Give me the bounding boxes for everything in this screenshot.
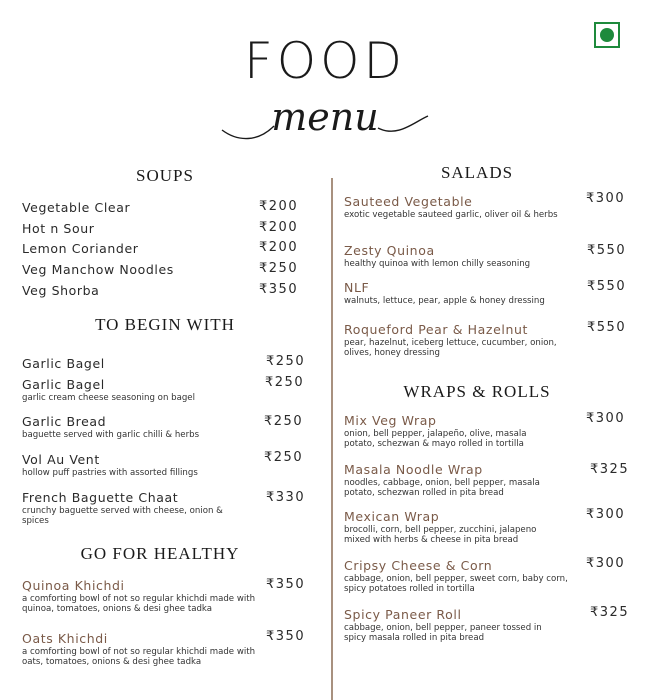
begin-price: ₹250 <box>264 450 304 465</box>
soup-price: ₹350 <box>259 282 299 297</box>
begin-item: French Baguette Chaat crunchy baguette served with cheese, onion & spices <box>22 490 223 527</box>
wrap-item: Mix Veg Wrap onion, bell pepper, jalapeño, olive, masala potato, schezwan & mayo rolled in tortilla <box>344 413 527 450</box>
begin-price: ₹250 <box>265 375 305 390</box>
healthy-price: ₹350 <box>266 577 306 592</box>
begin-item: Garlic Bagel <box>22 356 105 371</box>
soup-price: ₹200 <box>259 240 299 255</box>
healthy-item: Oats Khichdi a comforting bowl of not so regular khichdi made with oats, tomatoes, onions & desi ghee tadka <box>22 631 256 668</box>
section-heading-begin: TO BEGIN WITH <box>95 315 235 334</box>
begin-item: Garlic Bagel garlic cream cheese seasoning on bagel <box>22 377 195 403</box>
salad-price: ₹550 <box>587 279 627 294</box>
soup-price: ₹200 <box>259 220 299 235</box>
healthy-item: Quinoa Khichdi a comforting bowl of not so regular khichdi made with quinoa, tomatoes, onions & desi ghee tadka <box>22 578 256 615</box>
soup-item: Lemon Coriander <box>22 241 139 256</box>
salad-item: NLF walnuts, lettuce, pear, apple & honey dressing <box>344 280 545 306</box>
salad-item: Zesty Quinoa healthy quinoa with lemon chilly seasoning <box>344 243 531 269</box>
menu-title: FOOD <box>244 32 406 90</box>
salad-price: ₹300 <box>586 191 626 206</box>
wrap-item: Masala Noodle Wrap noodles, cabbage, onion, bell pepper, masala potato, schezwan rolled in pita bread <box>344 462 540 499</box>
soup-item: Hot n Sour <box>22 221 95 236</box>
salad-item: Sauteed Vegetable exotic vegetable sauteed garlic, oliver oil & herbs <box>344 194 558 220</box>
wrap-price: ₹325 <box>590 605 630 620</box>
soup-item: Vegetable Clear <box>22 200 131 215</box>
begin-price: ₹330 <box>266 490 306 505</box>
soup-price: ₹250 <box>259 261 299 276</box>
begin-price: ₹250 <box>264 414 304 429</box>
section-heading-soups: SOUPS <box>136 166 194 185</box>
wrap-price: ₹300 <box>586 411 626 426</box>
soup-price: ₹200 <box>259 199 299 214</box>
section-heading-wraps: WRAPS & ROLLS <box>403 382 551 401</box>
wrap-item: Cripsy Cheese & Corn cabbage, onion, bell pepper, sweet corn, baby corn, spicy potatoes rolled in tortilla <box>344 558 568 595</box>
section-heading-salads: SALADS <box>440 163 514 182</box>
wrap-item: Spicy Paneer Roll cabbage, onion, bell pepper, paneer tossed in spicy masala rolled in pita bread <box>344 607 542 644</box>
salad-price: ₹550 <box>587 243 627 258</box>
begin-item: Vol Au Vent hollow puff pastries with assorted fillings <box>22 452 198 478</box>
wrap-price: ₹325 <box>590 462 630 477</box>
salad-item: Roqueford Pear & Hazelnut pear, hazelnut, iceberg lettuce, cucumber, onion, olives, honey dressing <box>344 322 557 359</box>
wrap-price: ₹300 <box>586 556 626 571</box>
wrap-item: Mexican Wrap brocolli, corn, bell pepper, zucchini, jalapeno mixed with herbs & cheese in pita bread <box>344 509 537 546</box>
soup-item: Veg Manchow Noodles <box>22 262 174 277</box>
begin-price: ₹250 <box>266 354 306 369</box>
section-heading-healthy: GO FOR HEALTHY <box>80 544 240 563</box>
wrap-price: ₹300 <box>586 507 626 522</box>
healthy-price: ₹350 <box>266 629 306 644</box>
soup-item: Veg Shorba <box>22 283 100 298</box>
begin-item: Garlic Bread baguette served with garlic chilli & herbs <box>22 414 200 440</box>
column-divider <box>331 178 333 700</box>
salad-price: ₹550 <box>587 320 627 335</box>
menu-subtitle: menu <box>271 95 379 139</box>
